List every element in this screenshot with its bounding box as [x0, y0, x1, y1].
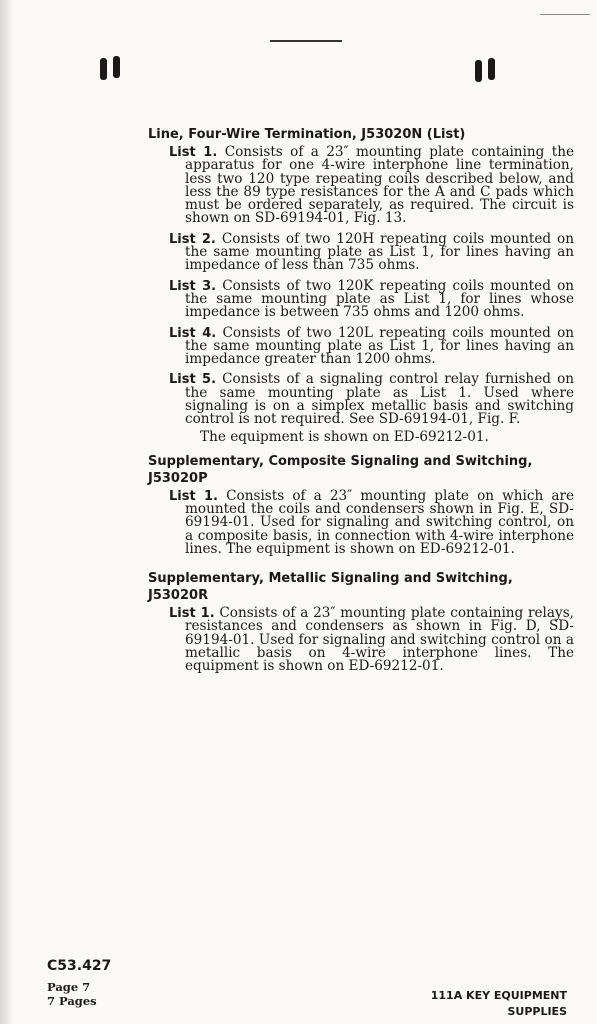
section-heading: Supplementary, Metallic Signaling and Switching, J53020R — [148, 571, 513, 604]
punch-hole-left-1 — [100, 58, 107, 80]
list-text: Consists of a 23″ mounting plate containing the apparatus for one 4-wire interphone line termination, less two 120 type repeating coils described below, and less the 89 type resistances for the A and C pads which must be ordered separately, as required. The circuit is shown on SD-69194-01, Fig. 13. — [185, 144, 575, 227]
section-heading: Line, Four-Wire Termination, J53020N (List) — [148, 127, 466, 142]
footer-title-line2: SUPPLIES — [507, 1005, 567, 1018]
list-label: List 5. — [169, 372, 217, 388]
section-j53020r — [148, 570, 574, 673]
section-j53020n — [148, 126, 574, 445]
list-label: List 3. — [169, 278, 217, 294]
list-label: List 4. — [169, 325, 217, 341]
list-text: Consists of two 120L repeating coils mounted on the same mounting plate as List 1, for lines having an impedance greater than 1200 ohms. — [185, 324, 575, 368]
page-count: 7 Pages — [47, 994, 97, 1008]
page-number: Page 7 — [47, 980, 91, 994]
list-text: Consists of a 23″ mounting plate containing relays, resistances and condensers as shown in Fig. D, SD-69194-01. Used for signaling and switching control on a metallic basis on 4-wire interphone lines. The equipment is shown on ED-69212-01. — [185, 605, 574, 675]
list-item — [148, 373, 574, 426]
list-item — [148, 146, 574, 226]
list-item — [148, 324, 575, 368]
equipment-note: The equipment is shown on ED-69212-01. — [200, 428, 489, 445]
page-edge-shadow — [0, 0, 14, 1024]
page-footer-right — [431, 988, 567, 1020]
section-heading: Supplementary, Composite Signaling and Switching, J53020P — [148, 453, 533, 486]
punch-hole-right-1 — [475, 60, 482, 82]
list-text: Consists of two 120H repeating coils mounted on the same mounting plate as List 1, for lines having an impedance of less than 735 ohms. — [185, 230, 574, 274]
punch-hole-right-2 — [488, 58, 495, 80]
punch-hole-left-2 — [113, 56, 120, 78]
scan-mark-top — [270, 40, 342, 42]
list-text: Consists of a 23″ mounting plate on which are mounted the coils and condensers shown in Fig. E, SD-69194-01. Used for signaling and switching control, on a composite basis, in connection with 4-wire interphone lines. The equipment is shown on ED-69212-01. — [185, 487, 574, 557]
page-footer-left — [47, 956, 111, 1008]
list-item — [148, 277, 575, 321]
list-label: List 1. — [169, 606, 215, 622]
list-label: List 2. — [169, 231, 216, 247]
list-label: List 1. — [169, 488, 218, 504]
footer-title-line1: 111A KEY EQUIPMENT — [430, 989, 567, 1002]
document-body — [148, 126, 574, 681]
list-label: List 1. — [169, 145, 218, 160]
list-item — [148, 487, 574, 557]
list-text: Consists of two 120K repeating coils mounted on the same mounting plate as List 1, for lines whose impedance is between 735 ohms and 1200 ohms. — [185, 277, 575, 321]
section-j53020p — [148, 453, 574, 556]
list-item — [148, 607, 574, 673]
list-text: Consists of a signaling control relay furnished on the same mounting plate as List 1. Used where signaling is on a simplex metallic basis and switching control is not required. See SD-69194-01, Fig. F. — [185, 371, 575, 428]
document-code: C53.427 — [47, 958, 112, 974]
list-item — [148, 230, 574, 274]
scan-mark-corner — [540, 14, 590, 15]
